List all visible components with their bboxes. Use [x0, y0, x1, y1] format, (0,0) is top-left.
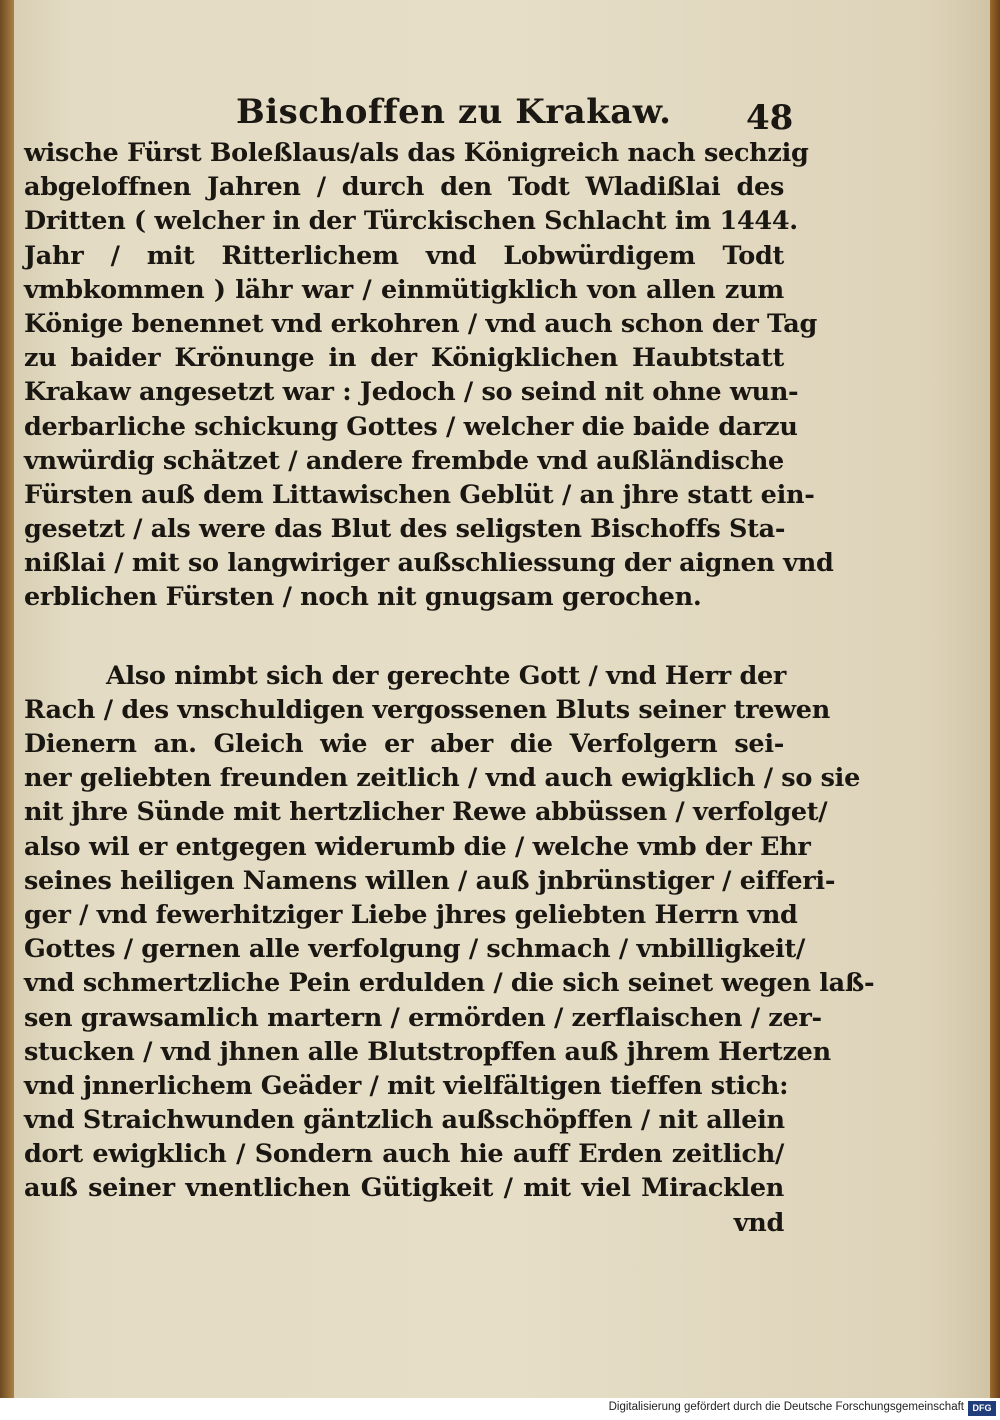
text-line: vnd jnnerlichem Geäder / mit vielfältigen tieffen stich:: [24, 1070, 789, 1101]
funding-credit: Digitalisierung gefördert durch die Deutsche Forschungsgemeinschaft: [608, 1401, 964, 1413]
text-line: Könige benennet vnd erkohren / vnd auch schon der Tag: [24, 308, 818, 339]
text-line: ger / vnd fewerhitziger Liebe jhres geliebten Herrn vnd: [24, 899, 798, 930]
text-line: Rach / des vnschuldigen vergossenen Bluts seiner trewen: [24, 694, 830, 725]
text-line: derbarliche schickung Gottes / welcher die baide darzu: [24, 411, 798, 442]
dfg-logo: DFG: [968, 1401, 996, 1416]
text-line: ner geliebten freunden zeitlich / vnd auch ewigklich / so sie: [24, 763, 860, 794]
text-line: wische Fürst Boleßlaus/als das Königreich nach sechzig: [24, 138, 809, 168]
text-line: abgeloffnen Jahren / durch den Todt Wladißlai des: [24, 172, 784, 203]
paragraph-2: [24, 659, 875, 1206]
text-line: erblichen Fürsten / noch nit gnugsam gerochen.: [24, 582, 702, 613]
text-line: Dritten ( welcher in der Türckischen Schlacht im 1444.: [24, 206, 798, 237]
page-edge-right: [990, 0, 1000, 1398]
text-line: Fürsten auß dem Littawischen Geblüt / an jhre statt ein-: [24, 479, 815, 510]
text-line: vmbkommen ) lähr war / einmütigklich von allen zum: [24, 274, 784, 305]
page-number: 48: [746, 98, 794, 138]
text-line: Jahr / mit Ritterlichem vnd Lobwürdigem Todt: [24, 240, 784, 271]
text-line: Also nimbt sich der gerechte Gott / vnd Herr der: [106, 660, 787, 691]
text-block: [24, 136, 875, 1240]
text-line: vnd schmertzliche Pein erdulden / die sich seinet wegen laß-: [24, 968, 875, 999]
text-line: stucken / vnd jhnen alle Blutstropffen auß jhrem Hertzen: [24, 1036, 831, 1067]
text-line: Dienern an. Gleich wie er aber die Verfolgern sei-: [24, 729, 784, 759]
paragraph-1: [24, 136, 834, 615]
text-line: nißlai / mit so langwiriger außschliessung der aignen vnd: [24, 548, 834, 579]
text-line: auß seiner vnentlichen Gütigkeit / mit viel Miracklen: [24, 1173, 784, 1204]
paper-sheet: [14, 0, 992, 1398]
text-line: zu baider Krönunge in der Königklichen Haubtstatt: [24, 343, 784, 374]
text-line: seines heiligen Namens willen / auß jnbrünstiger / eifferi-: [24, 865, 836, 896]
text-line: vnd Straichwunden gäntzlich außschöpffen / nit allein: [24, 1105, 785, 1136]
text-line: Gottes / gernen alle verfolgung / schmach / vnbilligkeit/: [24, 934, 806, 965]
text-line: dort ewigklich / Sondern auch hie auff Erden zeitlich/: [24, 1139, 784, 1170]
catchword: vnd: [733, 1207, 784, 1238]
paragraph-gap: [24, 615, 784, 659]
text-line: also wil er entgegen widerumb die / welche vmb der Ehr: [24, 831, 811, 862]
text-line: vnwürdig schätzet / andere frembde vnd außländische: [24, 445, 784, 476]
running-head: Bischoffen zu Krakaw.: [236, 92, 672, 132]
digitization-footer: [0, 1398, 1000, 1420]
text-line: Krakaw angesetzt war : Jedoch / so seind nit ohne wun-: [24, 377, 799, 408]
text-line: nit jhre Sünde mit hertzlicher Rewe abbüssen / verfolget/: [24, 797, 828, 828]
text-line: sen grawsamlich martern / ermörden / zerflaischen / zer-: [24, 1002, 822, 1033]
text-line: gesetzt / als were das Blut des seligsten Bischoffs Sta-: [24, 514, 786, 545]
